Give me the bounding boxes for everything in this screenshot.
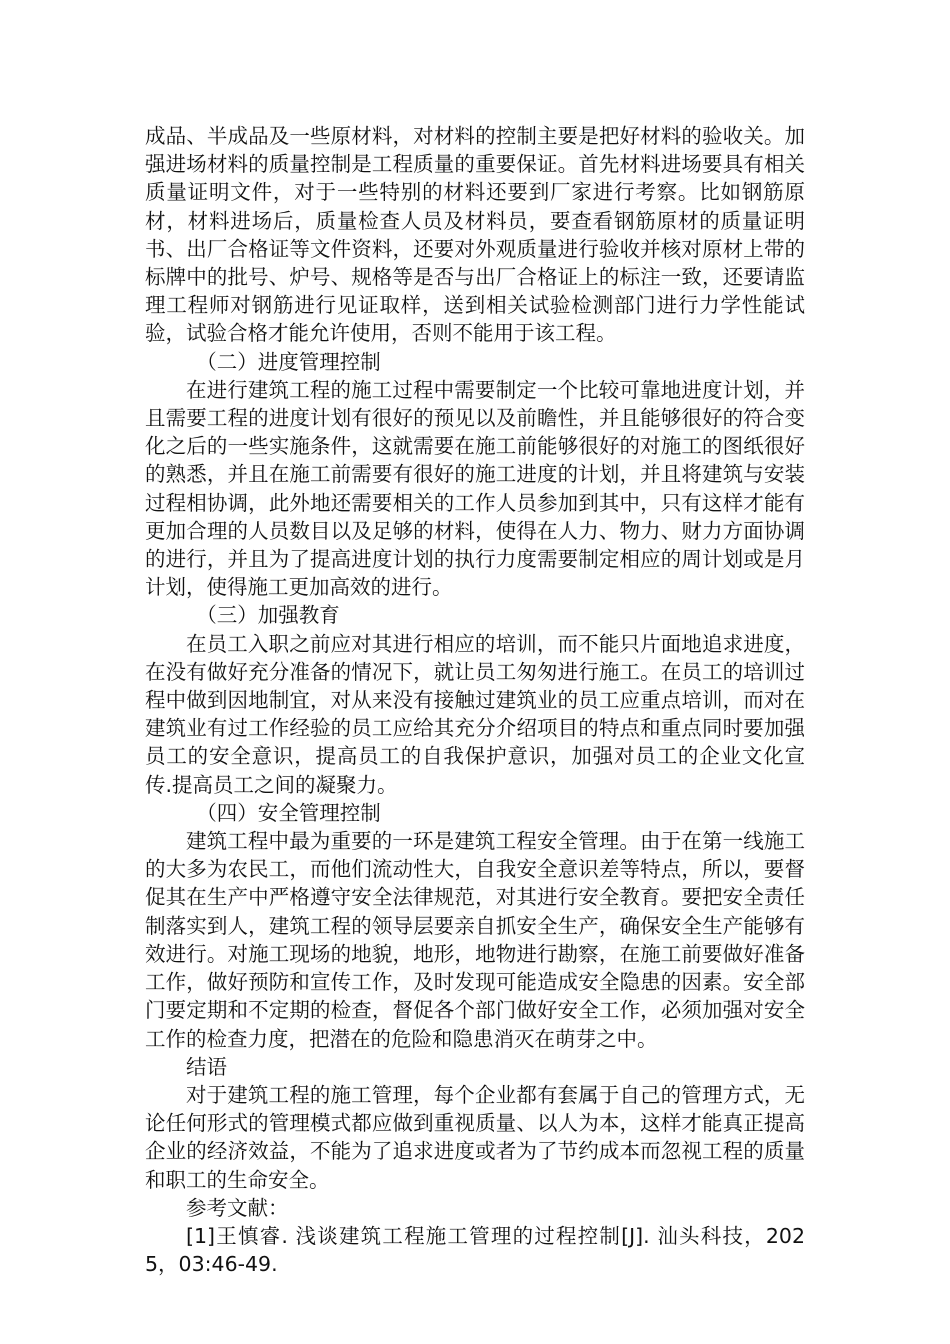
section-heading-progress-control: （二）进度管理控制 <box>196 349 381 374</box>
paragraph-materials-control: 成品、半成品及一些原材料，对材料的控制主要是把好材料的验收关。加强进场材料的质量控制是工程质量的重要保证。首先材料进场要具有相关质量证明文件，对于一些特别的材料还要到厂家进行考察。比如钢筋原材，材料进场后，质量检查人员及材料员，要查看钢筋原材的质量证明书、出厂合格证等文件资料，还要对外观质量进行验收并核对原材上带的标牌中的批号、炉号、规格等是否与出厂合格证上的标注一致，还要请监理工程师对钢筋进行见证取样，送到相关试验检测部门进行力学性能试验，试验合格才能允许使用，否则不能用于该工程。 <box>145 124 805 346</box>
section-heading-education: （三）加强教育 <box>196 603 340 628</box>
paragraph-education: 在员工入职之前应对其进行相应的培训，而不能只片面地追求进度，在没有做好充分准备的情况下，就让员工匆匆进行施工。在员工的培训过程中做到因地制宜，对从来没有接触过建筑业的员工应重点培训，而对在建筑业有过工作经验的员工应给其充分介绍项目的特点和重点同时要加强员工的安全意识，提高员工的自我保护意识，加强对员工的企业文化宣传.提高员工之间的凝聚力。 <box>145 631 805 797</box>
paragraph-progress-control: 在进行建筑工程的施工过程中需要制定一个比较可靠地进度计划，并且需要工程的进度计划有很好的预见以及前瞻性，并且能够很好的符合变化之后的一些实施条件，这就需要在施工前能够很好的对施工的图纸很好的熟悉，并且在施工前需要有很好的施工进度的计划，并且将建筑与安装过程相协调，此外地还需要相关的工作人员参加到其中，只有这样才能有更加合理的人员数目以及足够的材料，使得在人力、物力、财力方面协调的进行，并且为了提高进度计划的执行力度需要制定相应的周计划或是月计划，使得施工更加高效的进行。 <box>145 377 805 600</box>
paragraph-safety-control: 建筑工程中最为重要的一环是建筑工程安全管理。由于在第一线施工的大多为农民工，而他们流动性大，自我安全意识差等特点，所以，要督促其在生产中严格遵守安全法律规范，对其进行安全教育。要把安全责任制落实到人，建筑工程的领导层要亲自抓安全生产，确保安全生产能够有效进行。对施工现场的地貌，地形，地物进行勘察，在施工前要做好准备工作，做好预防和宣传工作，及时发现可能造成安全隐患的因素。安全部门要定期和不定期的检查，督促各个部门做好安全工作，必须加强对安全工作的检查力度，把潜在的危险和隐患消灭在萌芽之中。 <box>145 829 805 1051</box>
reference-item: [1]王慎睿. 浅谈建筑工程施工管理的过程控制[J]. 汕头科技，2025，03:46-49. <box>145 1223 805 1277</box>
section-heading-safety-control: （四）安全管理控制 <box>196 800 381 825</box>
section-heading-references: 参考文献： <box>186 1195 289 1220</box>
section-heading-conclusion: 结语 <box>186 1054 227 1079</box>
paragraph-conclusion: 对于建筑工程的施工管理，每个企业都有套属于自己的管理方式，无论任何形式的管理模式都应做到重视质量、以人为本，这样才能真正提高企业的经济效益，不能为了追求进度或者为了节约成本而忽视工程的质量和职工的生命安全。 <box>145 1082 805 1192</box>
document-body <box>145 122 805 1278</box>
